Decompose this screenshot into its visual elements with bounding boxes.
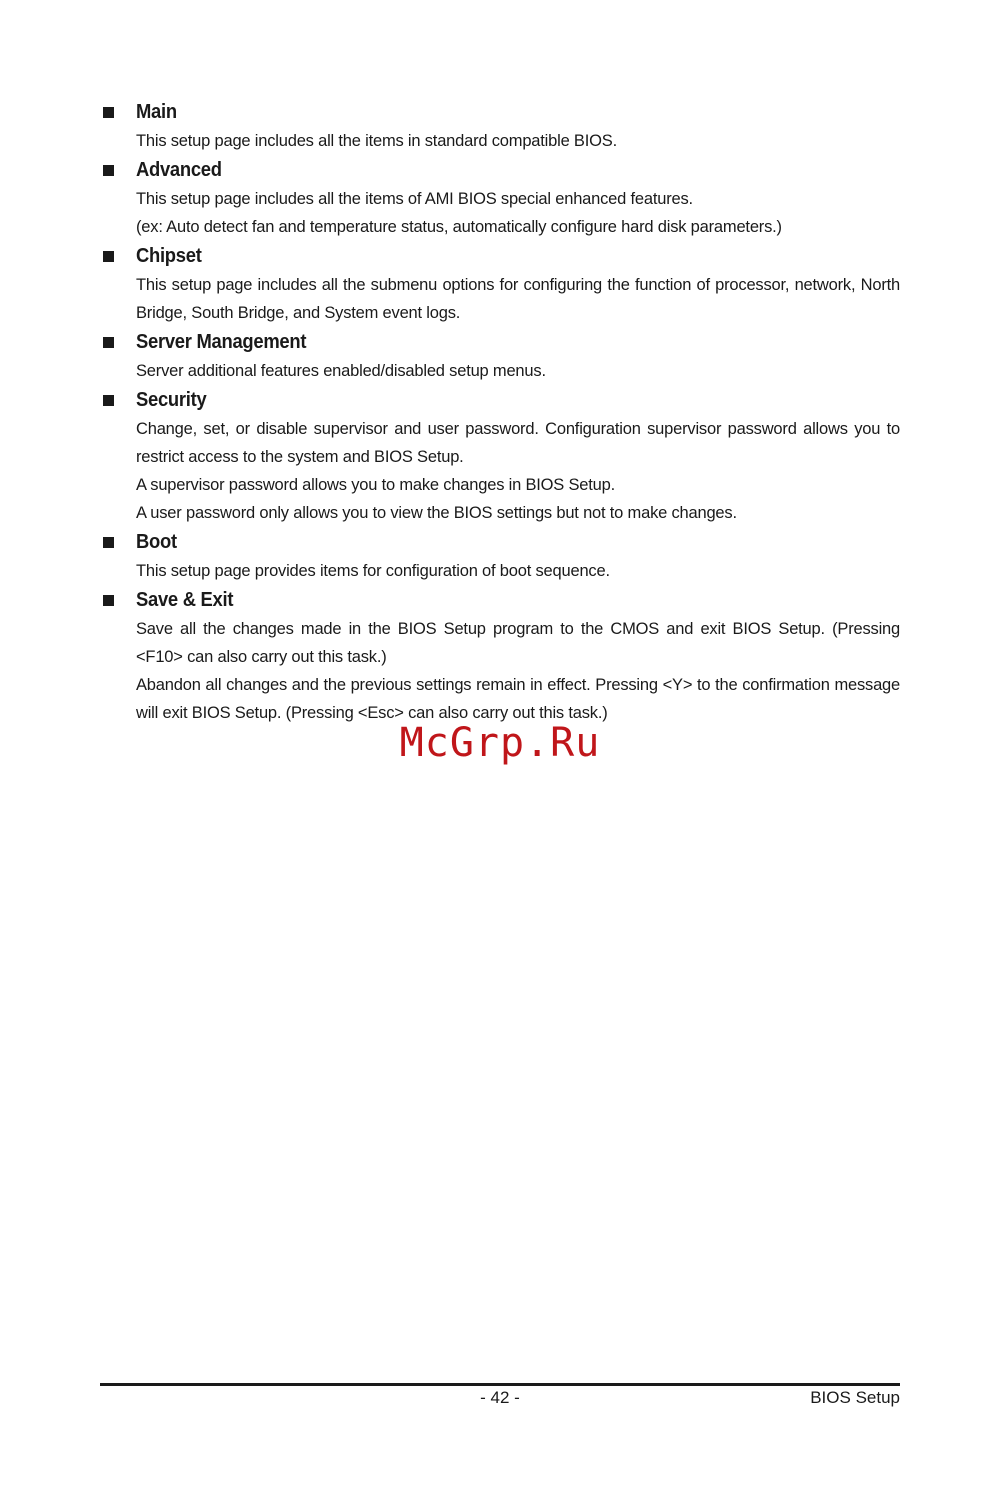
- section-security: [100, 385, 900, 527]
- section-paragraph: Server additional features enabled/disabled setup menus.: [136, 362, 546, 380]
- page-number: - 42 -: [480, 1388, 520, 1407]
- square-bullet-icon: [103, 337, 114, 348]
- document-body: [100, 97, 900, 727]
- section-title: Server Management: [136, 330, 307, 353]
- section-heading: [100, 155, 900, 185]
- section-server-management: [100, 327, 900, 385]
- section-save-exit: [100, 585, 900, 727]
- section-paragraph: A user password only allows you to view the BIOS settings but not to make changes.: [136, 504, 737, 522]
- section-advanced: [100, 155, 900, 241]
- section-paragraph: (ex: Auto detect fan and temperature status, automatically configure hard disk parameters.): [136, 218, 782, 236]
- section-heading: [100, 97, 900, 127]
- square-bullet-icon: [103, 395, 114, 406]
- square-bullet-icon: [103, 165, 114, 176]
- footer-title: BIOS Setup: [810, 1388, 900, 1407]
- section-heading: [100, 527, 900, 557]
- section-title: Advanced: [136, 158, 222, 181]
- section-chipset: [100, 241, 900, 327]
- section-title: Save & Exit: [136, 588, 234, 611]
- watermark-link[interactable]: McGrp.Ru: [399, 720, 601, 766]
- section-boot: [100, 527, 900, 585]
- square-bullet-icon: [103, 595, 114, 606]
- section-heading: [100, 327, 900, 357]
- square-bullet-icon: [103, 537, 114, 548]
- square-bullet-icon: [103, 107, 114, 118]
- section-paragraph: This setup page includes all the submenu options for configuring the function of processor, network, North Bridge, South Bridge, and System event logs.: [136, 276, 900, 322]
- section-paragraph: This setup page includes all the items of AMI BIOS special enhanced features.: [136, 190, 693, 208]
- section-paragraph: Change, set, or disable supervisor and user password. Configuration supervisor password allows you to restrict access to the system and BIOS Setup.: [136, 420, 900, 466]
- section-main: [100, 97, 900, 155]
- section-title: Main: [136, 100, 177, 123]
- section-heading: [100, 241, 900, 271]
- section-heading: [100, 585, 900, 615]
- section-title: Boot: [136, 530, 177, 553]
- section-paragraph: A supervisor password allows you to make changes in BIOS Setup.: [136, 476, 615, 494]
- section-paragraph: This setup page provides items for configuration of boot sequence.: [136, 562, 610, 580]
- section-title: Security: [136, 388, 207, 411]
- section-heading: [100, 385, 900, 415]
- section-paragraph: Save all the changes made in the BIOS Setup program to the CMOS and exit BIOS Setup. (Pressing <F10> can also carry out this task.): [136, 620, 900, 666]
- section-paragraph: Abandon all changes and the previous settings remain in effect. Pressing <Y> to the confirmation message will exit BIOS Setup. (Pressing <Esc> can also carry out this task.): [136, 676, 900, 722]
- footer-divider: [100, 1383, 900, 1386]
- section-paragraph: This setup page includes all the items in standard compatible BIOS.: [136, 132, 617, 150]
- square-bullet-icon: [103, 251, 114, 262]
- section-title: Chipset: [136, 244, 202, 267]
